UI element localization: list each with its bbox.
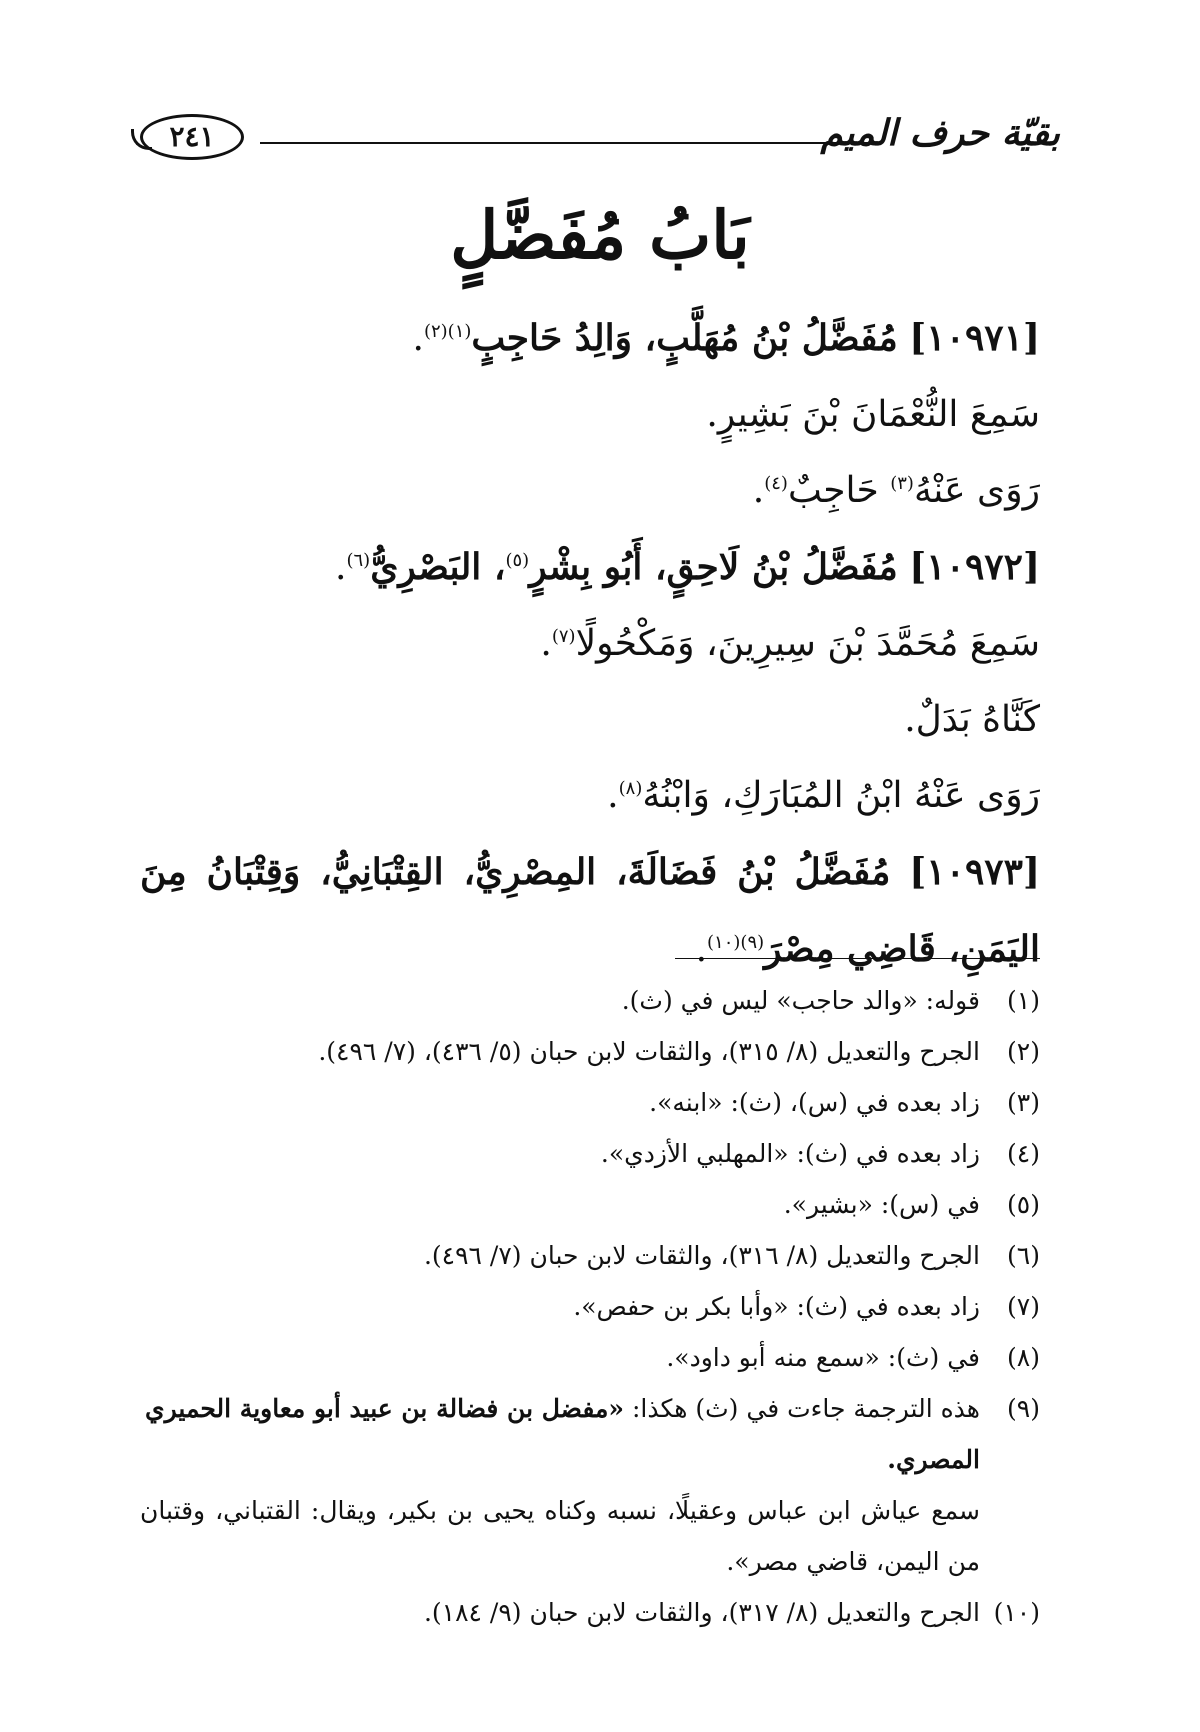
footnote-ref: (٧) (551, 626, 576, 647)
footnote (140, 1026, 1040, 1077)
running-header (140, 108, 1060, 168)
footnote-ref: (١)(٢) (423, 321, 472, 342)
footnote (140, 1281, 1040, 1332)
footnote-number: (١٠) (993, 1598, 1040, 1627)
entry-heading (140, 834, 1040, 988)
footnote-continuation: سمع عياش ابن عباس وعقيلًا، نسبه وكناه يحيى بن بكير، ويقال: القتباني، وقتبان من اليمن، قاضي مصر». (140, 1496, 980, 1576)
footnote-number: (١) (1007, 986, 1040, 1015)
entry-text: رَوَى عَنْهُ (913, 470, 1040, 511)
footnote-number: (٢) (1007, 1037, 1040, 1066)
page-number: ٢٤١ (140, 114, 244, 160)
entry-heading (140, 529, 1040, 606)
footnote (140, 975, 1040, 1026)
entry-line (140, 606, 1040, 682)
footnote-text: زاد بعده في (ث): «وأبا بكر بن حفص». (573, 1292, 980, 1321)
entry-name: مُفَضَّلُ بْنُ لَاحِقٍ، أَبُو بِشْرٍ (529, 546, 898, 588)
entry-name: ، البَصْرِيُّ (370, 546, 506, 588)
footnote-text: الجرح والتعديل (٨/ ٣١٦)، والثقات لابن حبان (٧/ ٤٩٦). (423, 1241, 980, 1270)
footnote-number: (٥) (1007, 1190, 1040, 1219)
footnote-text: في (ث): «سمع منه أبو داود». (666, 1343, 980, 1372)
footnote-text: قوله: «والد حاجب» ليس في (ث). (621, 986, 980, 1015)
entry-heading (140, 300, 1040, 377)
footnote-quote: «مفضل بن فضالة بن عبيد أبو معاوية الحميري المصري. (145, 1394, 980, 1474)
header-rule (260, 142, 875, 144)
entry-end: . (335, 547, 347, 588)
footnote-ref: (٨) (618, 778, 643, 799)
entry-text: حَاجِبٌ (787, 470, 891, 511)
footnote-ref: (٩)(١٠) (707, 932, 765, 953)
section-title: بقيّة حرف الميم (820, 112, 1060, 154)
footnotes (140, 975, 1040, 1638)
entry-text: كَنَّاهُ بَدَلٌ. (904, 699, 1040, 740)
footnote-ref: (٥) (505, 550, 530, 571)
footnote-ref: (٣) (890, 473, 914, 494)
entry-text: سَمِعَ مُحَمَّدَ بْنَ سِيرِينَ، وَمَكْحُولًا (575, 623, 1040, 664)
footnote (140, 1332, 1040, 1383)
footnote-number: (٨) (1007, 1343, 1040, 1372)
footnote-ref: (٦) (346, 550, 371, 571)
entry-line (140, 758, 1040, 834)
footnote-divider (675, 958, 1040, 959)
entry-text: رَوَى عَنْهُ ابْنُ المُبَارَكِ، وَابْنُهُ (642, 775, 1040, 816)
footnote-text: الجرح والتعديل (٨/ ٣١٥)، والثقات لابن حبان (٥/ ٤٣٦)، (٧/ ٤٩٦). (318, 1037, 980, 1066)
footnote (140, 1230, 1040, 1281)
entry-name: مُفَضَّلُ بْنُ فَضَالَةَ، المِصْرِيُّ، القِتْبَانِيُّ، وَقِتْبَانُ مِنَ اليَمَنِ، قَاضِي مِصْرَ (140, 851, 1040, 970)
footnote (140, 1179, 1040, 1230)
entry-line (140, 682, 1040, 758)
footnote-number: (٧) (1007, 1292, 1040, 1321)
footnote-text: الجرح والتعديل (٨/ ٣١٧)، والثقات لابن حبان (٩/ ١٨٤). (423, 1598, 980, 1627)
footnote (140, 1077, 1040, 1128)
entry-end: . (752, 470, 765, 511)
footnote-text (140, 1383, 980, 1485)
entry-end: . (540, 623, 552, 664)
footnote-text: زاد بعده في (ث): «المهلبي الأزدي». (600, 1139, 980, 1168)
footnote-ref: (٤) (764, 473, 788, 494)
footnote-number: (٩) (1007, 1394, 1040, 1423)
entry-name: مُفَضَّلُ بْنُ مُهَلَّبٍ، وَالِدُ حَاجِبٍ (471, 317, 898, 359)
footnote-number: (٤) (1007, 1139, 1040, 1168)
entry-line (140, 377, 1040, 453)
entry-line (140, 453, 1040, 529)
entry-number: [١٠٩٧٢] (909, 546, 1040, 588)
chapter-title: بَابُ مُفَضَّلٍ (450, 196, 750, 274)
footnote (140, 1128, 1040, 1179)
footnote (140, 1587, 1040, 1638)
entry-end: . (695, 929, 708, 970)
entry-text: سَمِعَ النُّعْمَانَ بْنَ بَشِيرٍ. (706, 394, 1040, 435)
main-text (140, 300, 1040, 988)
footnote-text-part: هذه الترجمة جاءت في (ث) هكذا: (624, 1394, 980, 1423)
footnote-number: (٦) (1007, 1241, 1040, 1270)
footnote-text: في (س): «بشير». (783, 1190, 980, 1219)
footnote-text: زاد بعده في (س)، (ث): «ابنه». (649, 1088, 980, 1117)
entry-number: [١٠٩٧١] (909, 317, 1040, 359)
footnote (140, 1383, 1040, 1485)
entry-number: [١٠٩٧٣] (909, 851, 1041, 893)
entry-end: . (607, 775, 619, 816)
entry-end: . (412, 318, 424, 359)
footnote-number: (٣) (1007, 1088, 1040, 1117)
